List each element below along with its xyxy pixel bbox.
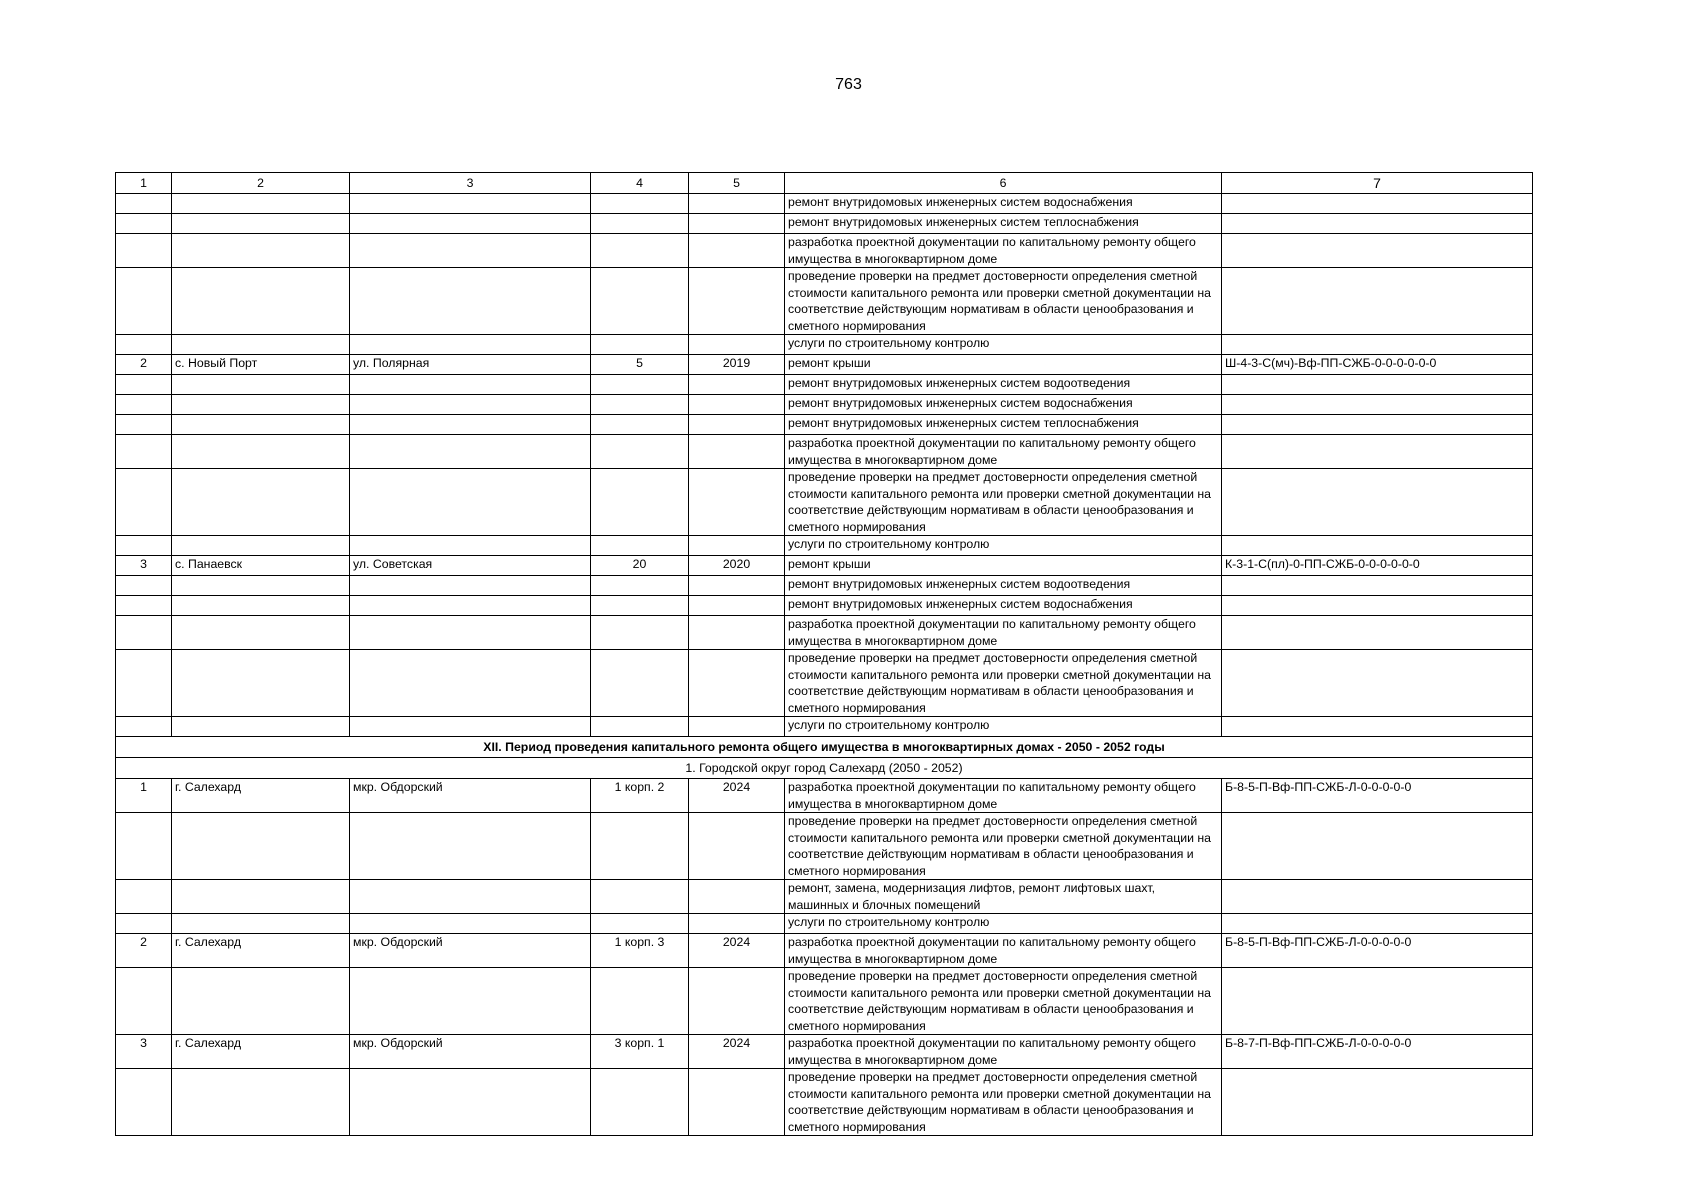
cell-code xyxy=(1222,880,1533,914)
table-row xyxy=(116,717,1533,737)
cell-street xyxy=(350,576,591,596)
cell-code xyxy=(1222,813,1533,880)
cell-year xyxy=(689,234,785,268)
cell-number xyxy=(116,968,172,1035)
cell-settlement xyxy=(172,214,350,234)
cell-house: 1 корп. 2 xyxy=(591,779,689,813)
cell-number xyxy=(116,214,172,234)
cell-work-type: услуги по строительному контролю xyxy=(785,717,1222,737)
cell-code: Ш-4-3-С(мч)-Вф-ПП-СЖБ-0-0-0-0-0-0 xyxy=(1222,355,1533,375)
cell-work-type: разработка проектной документации по капитальному ремонту общего имущества в многоквартирном доме xyxy=(785,1035,1222,1069)
cell-settlement xyxy=(172,650,350,717)
cell-settlement: г. Салехард xyxy=(172,1035,350,1069)
table-row xyxy=(116,616,1533,650)
cell-house xyxy=(591,435,689,469)
cell-code xyxy=(1222,469,1533,536)
cell-settlement: г. Салехард xyxy=(172,779,350,813)
cell-work-type: разработка проектной документации по капитальному ремонту общего имущества в многоквартирном доме xyxy=(785,234,1222,268)
table-row xyxy=(116,813,1533,880)
cell-street xyxy=(350,536,591,556)
cell-code xyxy=(1222,1069,1533,1136)
cell-street xyxy=(350,596,591,616)
header-cell-7: 7 xyxy=(1222,173,1533,194)
cell-code xyxy=(1222,214,1533,234)
cell-work-type: услуги по строительному контролю xyxy=(785,914,1222,934)
subsection-title-row xyxy=(116,758,1533,779)
cell-year xyxy=(689,395,785,415)
cell-work-type: проведение проверки на предмет достоверности определения сметной стоимости капитального ремонта или проверки сметной документации на соответствие действующим нормативам в области ценообразования и сметного нормирования xyxy=(785,268,1222,335)
cell-house xyxy=(591,576,689,596)
cell-settlement xyxy=(172,268,350,335)
section-title-row xyxy=(116,737,1533,758)
table-row xyxy=(116,576,1533,596)
cell-work-type: ремонт внутридомовых инженерных систем водоотведения xyxy=(785,375,1222,395)
cell-year xyxy=(689,194,785,214)
cell-street: ул. Полярная xyxy=(350,355,591,375)
cell-number: 3 xyxy=(116,556,172,576)
cell-street xyxy=(350,194,591,214)
cell-street xyxy=(350,268,591,335)
cell-settlement: г. Салехард xyxy=(172,934,350,968)
cell-code: К-3-1-С(пл)-0-ПП-СЖБ-0-0-0-0-0-0 xyxy=(1222,556,1533,576)
cell-work-type: ремонт крыши xyxy=(785,556,1222,576)
cell-work-type: проведение проверки на предмет достоверности определения сметной стоимости капитального ремонта или проверки сметной документации на соответствие действующим нормативам в области ценообразования и сметного нормирования xyxy=(785,650,1222,717)
cell-house xyxy=(591,650,689,717)
subsection-title: 1. Городской округ город Салехард (2050 - 2052) xyxy=(116,758,1533,779)
cell-number xyxy=(116,335,172,355)
cell-number xyxy=(116,415,172,435)
cell-code xyxy=(1222,335,1533,355)
cell-street xyxy=(350,214,591,234)
cell-work-type: разработка проектной документации по капитальному ремонту общего имущества в многоквартирном доме xyxy=(785,435,1222,469)
cell-house xyxy=(591,395,689,415)
table-row xyxy=(116,234,1533,268)
cell-settlement xyxy=(172,536,350,556)
cell-number xyxy=(116,880,172,914)
page-number: 763 xyxy=(835,76,862,93)
cell-code xyxy=(1222,536,1533,556)
table-row xyxy=(116,596,1533,616)
cell-number xyxy=(116,650,172,717)
cell-number xyxy=(116,268,172,335)
cell-settlement xyxy=(172,435,350,469)
cell-code: Б-8-5-П-Вф-ПП-СЖБ-Л-0-0-0-0-0 xyxy=(1222,779,1533,813)
cell-code xyxy=(1222,415,1533,435)
cell-settlement xyxy=(172,717,350,737)
table-header-row xyxy=(116,173,1533,194)
table-row xyxy=(116,934,1533,968)
cell-work-type: ремонт внутридомовых инженерных систем теплоснабжения xyxy=(785,415,1222,435)
cell-year xyxy=(689,650,785,717)
cell-work-type: ремонт внутридомовых инженерных систем водоотведения xyxy=(785,576,1222,596)
cell-year xyxy=(689,717,785,737)
cell-code xyxy=(1222,268,1533,335)
cell-number xyxy=(116,596,172,616)
cell-street xyxy=(350,717,591,737)
table-row xyxy=(116,375,1533,395)
cell-year xyxy=(689,596,785,616)
cell-work-type: разработка проектной документации по капитальному ремонту общего имущества в многоквартирном доме xyxy=(785,616,1222,650)
cell-street xyxy=(350,335,591,355)
cell-settlement xyxy=(172,880,350,914)
cell-year: 2019 xyxy=(689,355,785,375)
cell-street: ул. Советская xyxy=(350,556,591,576)
table-row xyxy=(116,415,1533,435)
cell-settlement xyxy=(172,234,350,268)
section-title: XII. Период проведения капитального ремонта общего имущества в многоквартирных домах - 2050 - 2052 годы xyxy=(116,737,1533,758)
cell-street: мкр. Обдорский xyxy=(350,779,591,813)
cell-code xyxy=(1222,616,1533,650)
cell-street xyxy=(350,813,591,880)
cell-house xyxy=(591,914,689,934)
cell-code: Б-8-5-П-Вф-ПП-СЖБ-Л-0-0-0-0-0 xyxy=(1222,934,1533,968)
cell-settlement xyxy=(172,616,350,650)
cell-house: 1 корп. 3 xyxy=(591,934,689,968)
capital-repair-table xyxy=(115,172,1533,1136)
cell-street xyxy=(350,914,591,934)
cell-settlement: с. Новый Порт xyxy=(172,355,350,375)
cell-settlement xyxy=(172,576,350,596)
cell-year: 2024 xyxy=(689,934,785,968)
cell-number: 2 xyxy=(116,934,172,968)
cell-code xyxy=(1222,375,1533,395)
cell-work-type: проведение проверки на предмет достоверности определения сметной стоимости капитального ремонта или проверки сметной документации на соответствие действующим нормативам в области ценообразования и сметного нормирования xyxy=(785,469,1222,536)
cell-year xyxy=(689,968,785,1035)
cell-code: Б-8-7-П-Вф-ПП-СЖБ-Л-0-0-0-0-0 xyxy=(1222,1035,1533,1069)
cell-house xyxy=(591,234,689,268)
cell-settlement xyxy=(172,335,350,355)
cell-house xyxy=(591,375,689,395)
cell-street xyxy=(350,435,591,469)
cell-year xyxy=(689,268,785,335)
cell-work-type: услуги по строительному контролю xyxy=(785,536,1222,556)
cell-code xyxy=(1222,395,1533,415)
cell-street xyxy=(350,234,591,268)
cell-year xyxy=(689,435,785,469)
cell-work-type: проведение проверки на предмет достоверности определения сметной стоимости капитального ремонта или проверки сметной документации на соответствие действующим нормативам в области ценообразования и сметного нормирования xyxy=(785,813,1222,880)
cell-work-type: разработка проектной документации по капитальному ремонту общего имущества в многоквартирном доме xyxy=(785,934,1222,968)
header-cell-3: 3 xyxy=(350,173,591,194)
cell-number: 3 xyxy=(116,1035,172,1069)
cell-house: 20 xyxy=(591,556,689,576)
cell-work-type: услуги по строительному контролю xyxy=(785,335,1222,355)
cell-settlement xyxy=(172,1069,350,1136)
cell-house xyxy=(591,214,689,234)
table-row xyxy=(116,194,1533,214)
cell-work-type: ремонт внутридомовых инженерных систем теплоснабжения xyxy=(785,214,1222,234)
cell-code xyxy=(1222,717,1533,737)
cell-number xyxy=(116,813,172,880)
cell-work-type: ремонт внутридомовых инженерных систем водоснабжения xyxy=(785,194,1222,214)
cell-settlement: с. Панаевск xyxy=(172,556,350,576)
cell-settlement xyxy=(172,914,350,934)
cell-house: 5 xyxy=(591,355,689,375)
cell-house xyxy=(591,717,689,737)
table-row xyxy=(116,395,1533,415)
cell-year xyxy=(689,880,785,914)
cell-year xyxy=(689,469,785,536)
cell-number xyxy=(116,234,172,268)
cell-street xyxy=(350,650,591,717)
cell-number xyxy=(116,914,172,934)
cell-number: 1 xyxy=(116,779,172,813)
cell-number: 2 xyxy=(116,355,172,375)
table-row xyxy=(116,880,1533,914)
table-row xyxy=(116,556,1533,576)
cell-year xyxy=(689,335,785,355)
cell-year xyxy=(689,813,785,880)
cell-house xyxy=(591,1069,689,1136)
cell-house xyxy=(591,616,689,650)
table-row xyxy=(116,968,1533,1035)
cell-year: 2024 xyxy=(689,779,785,813)
table-row xyxy=(116,650,1533,717)
table-row xyxy=(116,335,1533,355)
cell-code xyxy=(1222,914,1533,934)
cell-street: мкр. Обдорский xyxy=(350,1035,591,1069)
table-row xyxy=(116,536,1533,556)
cell-street xyxy=(350,616,591,650)
cell-number xyxy=(116,435,172,469)
cell-work-type: проведение проверки на предмет достоверности определения сметной стоимости капитального ремонта или проверки сметной документации на соответствие действующим нормативам в области ценообразования и сметного нормирования xyxy=(785,968,1222,1035)
cell-street xyxy=(350,1069,591,1136)
cell-code xyxy=(1222,968,1533,1035)
cell-work-type: разработка проектной документации по капитальному ремонту общего имущества в многоквартирном доме xyxy=(785,779,1222,813)
cell-number xyxy=(116,194,172,214)
cell-street xyxy=(350,469,591,536)
cell-street xyxy=(350,880,591,914)
cell-settlement xyxy=(172,469,350,536)
cell-year xyxy=(689,1069,785,1136)
cell-house xyxy=(591,335,689,355)
cell-house: 3 корп. 1 xyxy=(591,1035,689,1069)
table-row xyxy=(116,268,1533,335)
cell-code xyxy=(1222,576,1533,596)
table-row xyxy=(116,469,1533,536)
cell-year xyxy=(689,914,785,934)
cell-settlement xyxy=(172,395,350,415)
cell-code xyxy=(1222,234,1533,268)
cell-house xyxy=(591,194,689,214)
cell-house xyxy=(591,268,689,335)
cell-number xyxy=(116,717,172,737)
cell-house xyxy=(591,596,689,616)
cell-house xyxy=(591,813,689,880)
cell-house xyxy=(591,469,689,536)
table-row xyxy=(116,779,1533,813)
cell-year xyxy=(689,214,785,234)
cell-house xyxy=(591,415,689,435)
cell-house xyxy=(591,880,689,914)
cell-street xyxy=(350,395,591,415)
cell-number xyxy=(116,536,172,556)
cell-code xyxy=(1222,435,1533,469)
cell-street xyxy=(350,375,591,395)
cell-year xyxy=(689,616,785,650)
cell-work-type: ремонт внутридомовых инженерных систем водоснабжения xyxy=(785,395,1222,415)
cell-work-type: ремонт крыши xyxy=(785,355,1222,375)
cell-number xyxy=(116,469,172,536)
cell-year xyxy=(689,536,785,556)
cell-year: 2024 xyxy=(689,1035,785,1069)
cell-code xyxy=(1222,650,1533,717)
cell-number xyxy=(116,375,172,395)
table-row xyxy=(116,1069,1533,1136)
cell-settlement xyxy=(172,968,350,1035)
table-row xyxy=(116,914,1533,934)
cell-work-type: ремонт, замена, модернизация лифтов, ремонт лифтовых шахт, машинных и блочных помещений xyxy=(785,880,1222,914)
cell-work-type: проведение проверки на предмет достоверности определения сметной стоимости капитального ремонта или проверки сметной документации на соответствие действующим нормативам в области ценообразования и сметного нормирования xyxy=(785,1069,1222,1136)
cell-house xyxy=(591,968,689,1035)
header-cell-5: 5 xyxy=(689,173,785,194)
header-cell-6: 6 xyxy=(785,173,1222,194)
cell-code xyxy=(1222,596,1533,616)
cell-code xyxy=(1222,194,1533,214)
cell-settlement xyxy=(172,813,350,880)
cell-work-type: ремонт внутридомовых инженерных систем водоснабжения xyxy=(785,596,1222,616)
table-row xyxy=(116,214,1533,234)
header-cell-2: 2 xyxy=(172,173,350,194)
cell-settlement xyxy=(172,375,350,395)
cell-street: мкр. Обдорский xyxy=(350,934,591,968)
cell-settlement xyxy=(172,194,350,214)
cell-street xyxy=(350,415,591,435)
header-cell-1: 1 xyxy=(116,173,172,194)
cell-number xyxy=(116,616,172,650)
cell-number xyxy=(116,576,172,596)
cell-house xyxy=(591,536,689,556)
cell-settlement xyxy=(172,596,350,616)
cell-settlement xyxy=(172,415,350,435)
table-row xyxy=(116,1035,1533,1069)
cell-number xyxy=(116,395,172,415)
table-row xyxy=(116,355,1533,375)
cell-year xyxy=(689,576,785,596)
table-row xyxy=(116,435,1533,469)
header-cell-4: 4 xyxy=(591,173,689,194)
cell-year: 2020 xyxy=(689,556,785,576)
cell-year xyxy=(689,375,785,395)
cell-number xyxy=(116,1069,172,1136)
cell-street xyxy=(350,968,591,1035)
cell-year xyxy=(689,415,785,435)
